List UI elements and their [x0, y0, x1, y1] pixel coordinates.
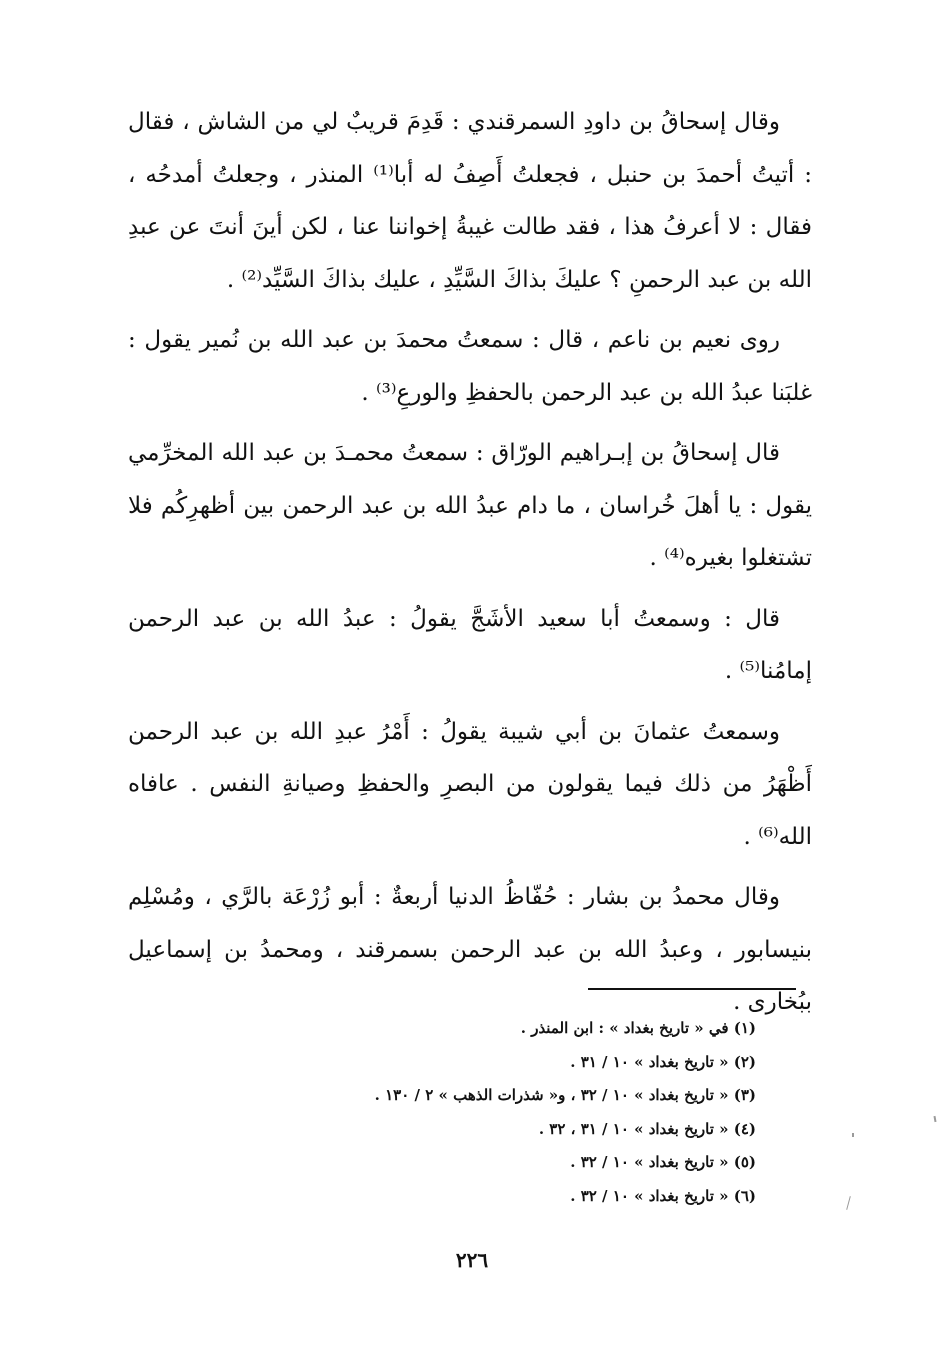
scan-speck	[846, 1196, 851, 1210]
paragraph-muhammad-ibn-bashshar: وقال محمدُ بن بشار : حُفّاظُ الدنيا أربعةٌ : أبو زُرْعَة بالرَّي ، ومُسْلِم بنيسابور ، وعبدُ الله بن عبد الرحمن بسمرقند ، ومحمدُ بن إسماعيل ببُخارى .	[128, 884, 812, 1015]
footnote-separator	[588, 988, 796, 990]
paragraph-uthman-ibn-abi-shayba: وسمعتُ عثمانَ بن أبي شيبة يقولُ : أَمْرُ عبدِ الله بن عبد الرحمن أَظْهَرُ من ذلك فيما يقولون من البصرِ والحفظِ وصيانةِ النفس . عافاه الله⁽⁶⁾ .	[128, 718, 812, 850]
footnote-1: (١) في « تاريخ بغداد » : ابن المنذر .	[520, 1019, 756, 1037]
page-number: ٢٢٦	[455, 1248, 489, 1272]
paragraph-ishaq-ibn-dawud: وقال إسحاقُ بن داودِ السمرقندي : قَدِمَ قريبٌ لي من الشاش ، فقال : أتيتُ أحمدَ بن حنبل ، فجعلتُ أَصِفُ له أبا⁽¹⁾ المنذر ، وجعلتُ أمدحُه ، فقال : لا أعرفُ هذا ، فقد طالت غيبةُ إخواننا عنا ، لكن أينَ أنتَ عن عبدِ الله بن عبد الرحمنِ ؟ عليكَ بذاكَ السَّيِّدِ ، عليك بذاكَ السَّيِّد⁽²⁾ .	[128, 109, 812, 293]
footnote-4: (٤) « تاريخ بغداد » ١٠ / ٣١ ، ٣٢ .	[538, 1119, 756, 1138]
footnote-3: (٣) « تاريخ بغداد » ١٠ / ٣٢ ، و« شذرات الذهب » ٢ / ١٣٠ .	[374, 1086, 756, 1104]
scan-speck	[852, 1133, 854, 1137]
footnote-6: (٦) « تاريخ بغداد » ١٠ / ٣٢ .	[570, 1186, 756, 1205]
scan-speck	[933, 1116, 936, 1122]
main-text	[128, 96, 812, 1029]
footnotes	[200, 1012, 756, 1213]
paragraph-nuaym-ibn-naim: روى نعيم بن ناعم ، قال : سمعتُ محمدَ بن عبد الله بن نُمير يقول : غلبَنا عبدُ الله بن عبد الرحمن بالحفظِ والورعِ⁽³⁾ .	[128, 327, 812, 406]
paragraph-ishaq-al-warraq: قال إسحاقُ بن إبـراهيم الورّاق : سمعتُ محمـدَ بن عبد الله المخرِّمي يقول : يا أهلَ خُراسان ، ما دام عبدُ الله بن عبد الرحمن بين أظهرِكُم فلا تشتغلوا بغيره⁽⁴⁾ .	[128, 440, 812, 571]
footnote-5: (٥) « تاريخ بغداد » ١٠ / ٣٢ .	[570, 1153, 756, 1171]
footnote-2: (٢) « تاريخ بغداد » ١٠ / ٣١ .	[570, 1052, 756, 1071]
paragraph-abu-said-al-ashajj: قال : وسمعتُ أبا سعيد الأشَجَّ يقولُ : عبدُ الله بن عبد الرحمن إمامُنا⁽⁵⁾ .	[128, 605, 812, 684]
